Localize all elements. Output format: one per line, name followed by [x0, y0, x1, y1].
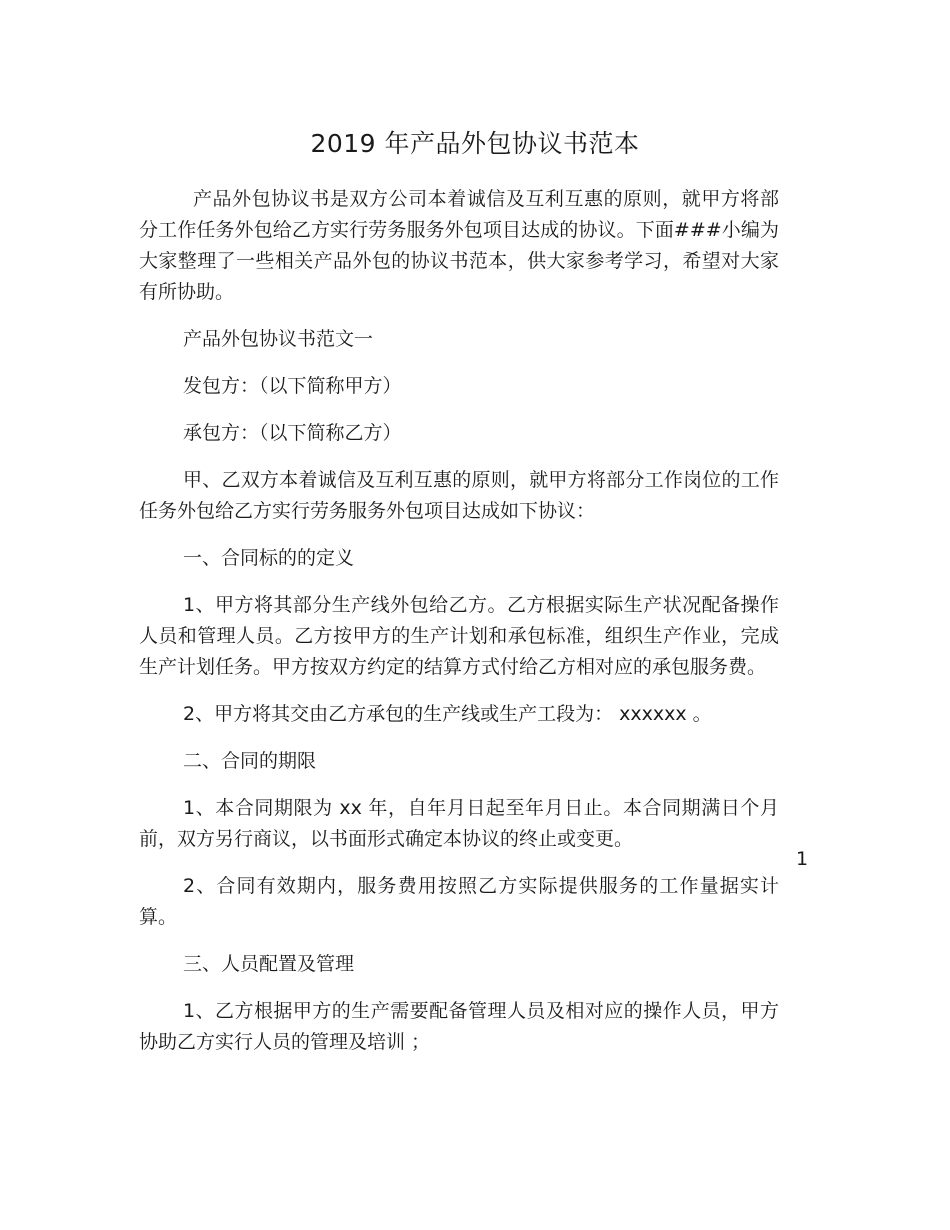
section-heading-2: 二、合同的期限: [183, 750, 317, 772]
party-a-line: 发包方：（以下简称甲方）: [183, 375, 402, 397]
intro-paragraph: 产品外包协议书是双方公司本着诚信及互利互惠的原则，就甲方将部分工作任务外包给乙方实行劳务服务外包项目达成的协议。下面###小编为大家整理了一些相关产品外包的协议书范本，供大家参考学习，希望对大家有所协助。: [139, 188, 779, 303]
clause-2-2: 2、合同有效期内，服务费用按照乙方实际提供服务的工作量据实计算。: [139, 875, 779, 928]
clause-2-1: 1、本合同期限为 xx 年，自年月日起至年月日止。本合同期满日个月前，双方另行商议，以书面形式确定本协议的终止或变更。: [139, 797, 779, 850]
clause-3-1: 1、乙方根据甲方的生产需要配备管理人员及相对应的操作人员，甲方协助乙方实行人员的管理及培训 ；: [139, 1000, 779, 1053]
clause-1-1: 1、甲方将其部分生产线外包给乙方。乙方根据实际生产状况配备操作人员和管理人员。乙方按甲方的生产计划和承包标准，组织生产作业，完成生产计划任务。甲方按双方约定的结算方式付给乙方相对应的承包服务费。: [139, 594, 779, 678]
agreement-preamble: 甲、乙双方本着诚信及互利互惠的原则，就甲方将部分工作岗位的工作任务外包给乙方实行劳务服务外包项目达成如下协议：: [139, 469, 779, 522]
section-heading-3: 三、人员配置及管理: [183, 953, 355, 975]
party-b-line: 承包方：（以下简称乙方）: [183, 422, 402, 444]
clause-1-2: 2、甲方将其交由乙方承包的生产线或生产工段为： xxxxxx 。: [183, 703, 712, 725]
document-body: [139, 184, 779, 1074]
section-heading-1: 一、合同标的的定义: [183, 547, 355, 569]
margin-number: 1: [796, 848, 809, 870]
section-heading-sample-one: 产品外包协议书范文一: [183, 328, 374, 350]
document-title: 2019 年产品外包协议书范本: [310, 129, 640, 158]
